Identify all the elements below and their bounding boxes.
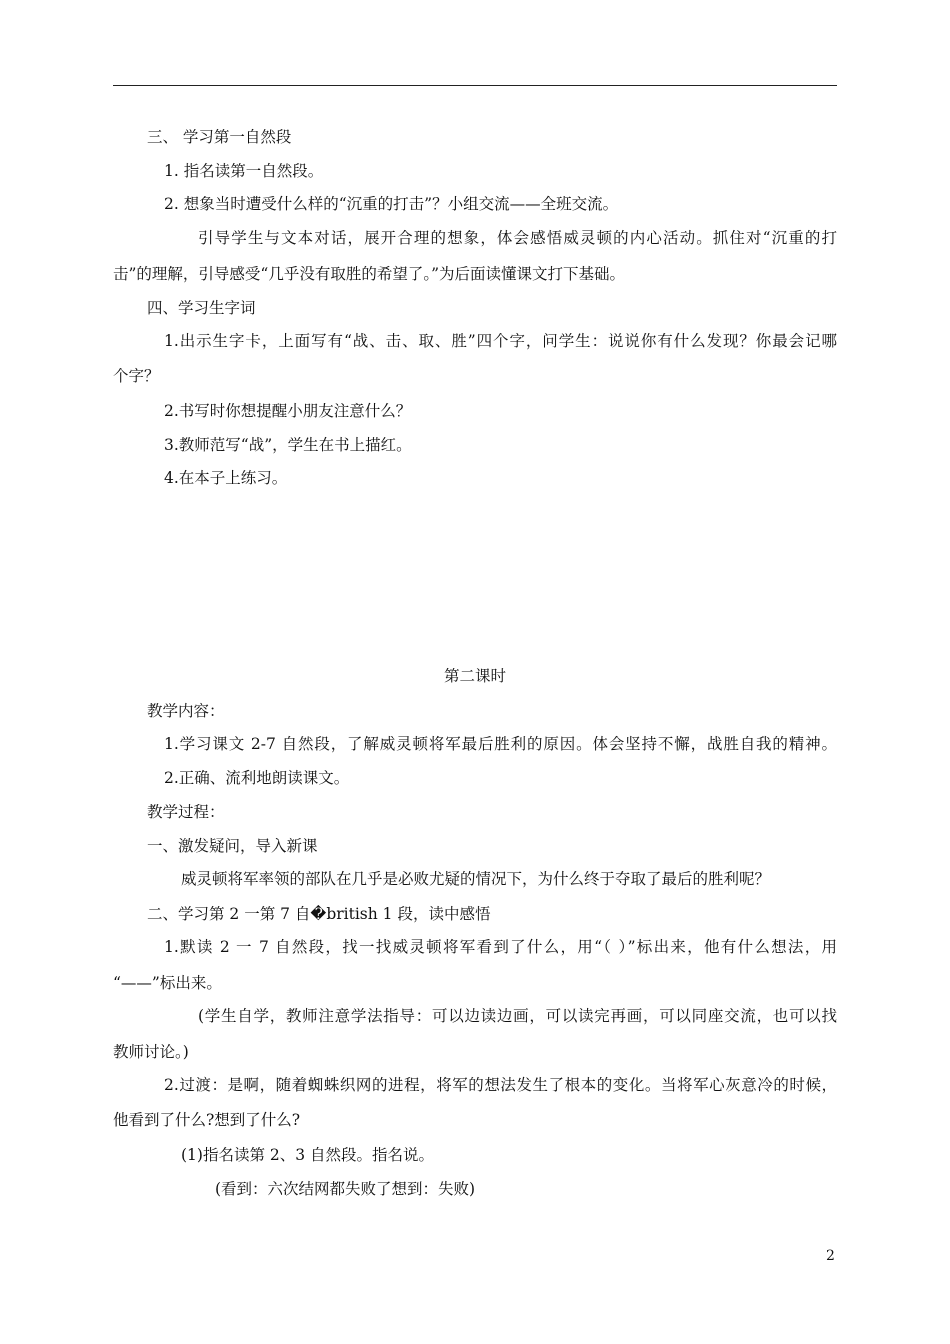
- sub-item-note: (看到：六次结网都失败了想到：失败): [215, 1180, 476, 1198]
- paragraph-line: (学生自学，教师注意学法指导：可以边读边画，可以读完再画，可以同座交流，也可以找: [198, 1007, 837, 1025]
- header-rule: [113, 85, 837, 86]
- list-item: 1.默读 2 一 7 自然段，找一找威灵顿将军看到了什么，用“（ ）”标出来，他有什么想法，用: [164, 938, 837, 956]
- paragraph-line: 引导学生与文本对话，展开合理的想象，体会感悟威灵顿的内心活动。抓住对“沉重的打: [198, 229, 837, 247]
- list-item: 1. 指名读第一自然段。: [164, 162, 324, 180]
- list-item: 4.在本子上练习。: [164, 469, 288, 487]
- page-number: 2: [826, 1248, 835, 1264]
- list-item: 2.正确、流利地朗读课文。: [164, 769, 350, 787]
- paragraph-line: “——”标出来。: [113, 974, 222, 992]
- list-item: 2. 想象当时遭受什么样的“沉重的打击”？小组交流——全班交流。: [164, 195, 619, 213]
- list-item: 1.学习课文 2-7 自然段，了解威灵顿将军最后胜利的原因。体会坚持不懈，战胜自我的精神。: [164, 735, 837, 753]
- section-heading-2: 二、学习第 2 一第 7 自�british 1 段，读中感悟: [147, 905, 491, 923]
- list-item: 2.过渡：是啊，随着蜘蛛织网的进程，将军的想法发生了根本的变化。当将军心灰意冷的时候，: [164, 1076, 837, 1094]
- list-item: 1.出示生字卡，上面写有“战、击、取、胜”四个字，问学生：说说你有什么发现？你最会记哪: [164, 332, 837, 350]
- sub-item: (1)指名读第 2、3 自然段。指名说。: [181, 1146, 435, 1164]
- list-item: 3.教师范写“战”，学生在书上描红。: [164, 436, 412, 454]
- section-label: 教学过程：: [147, 803, 225, 821]
- section-label: 教学内容：: [147, 702, 225, 720]
- section-heading-1: 一、激发疑问，导入新课: [147, 837, 318, 855]
- paragraph-line: 他看到了什么?想到了什么?: [113, 1111, 301, 1129]
- section-heading-3: 三、 学习第一自然段: [147, 128, 292, 146]
- paragraph-line: 威灵顿将军率领的部队在几乎是必败尤疑的情况下，为什么终于夺取了最后的胜利呢？: [181, 870, 771, 888]
- lesson-title: 第二课时: [443, 667, 506, 685]
- section-heading-4: 四、学习生字词: [147, 299, 256, 317]
- paragraph-line: 教师讨论。): [113, 1043, 189, 1061]
- paragraph-line: 个字？: [113, 367, 160, 385]
- paragraph-line: 击”的理解，引导感受“几乎没有取胜的希望了。”为后面读懂课文打下基础。: [113, 265, 626, 283]
- list-item: 2.书写时你想提醒小朋友注意什么？: [164, 402, 412, 420]
